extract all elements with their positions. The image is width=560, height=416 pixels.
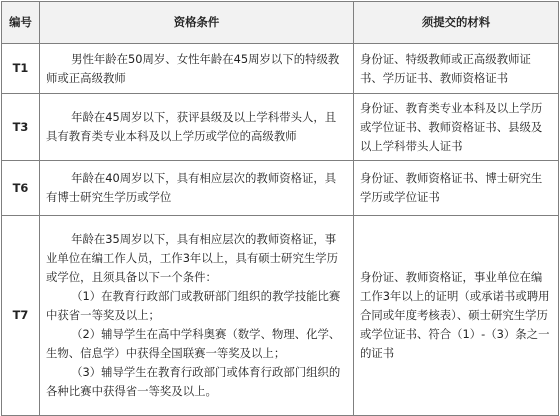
row-id: T6 <box>2 161 40 216</box>
row-materials: 身份证、教师资格证书、博士研究生学历或学位证书 <box>354 161 559 216</box>
condition-text: 年龄在35周岁以下，具有相应层次的教师资格证，事业单位在编工作人员，工作3年以上，具有硕士研究生学历或学位，且须具备以下一个条件： <box>46 232 339 284</box>
row-materials: 身份证、教师资格证，事业单位在编工作3年以上的证明（或承诺书或聘用合同或年度考核表）、硕士研究生学历或学位证书、符合（1）-（3）条之一的证书 <box>354 216 559 416</box>
row-materials: 身份证、教育类专业本科及以上学历或学位证书、教师资格证书、县级及以上学科带头人证书 <box>354 94 559 161</box>
condition-text: 男性年龄在50周岁、女性年龄在45周岁以下的特级教师或正高级教师 <box>46 51 340 85</box>
row-id: T1 <box>2 44 40 94</box>
condition-item-3: （3）辅导学生在教育行政部门或体育行政部门组织的各种比赛中获得省一等奖及以上。 <box>46 365 341 398</box>
row-id: T3 <box>2 94 40 161</box>
condition-item-1: （1）在教育行政部门或教研部门组织的教学技能比赛中获省一等奖及以上； <box>46 289 341 322</box>
condition-text: 年龄在45周岁以下，获评县级及以上学科带头人，且具有教育类专业本科及以上学历或学位的高级教师 <box>46 110 337 143</box>
table-row <box>2 216 559 416</box>
header-materials: 须提交的材料 <box>354 2 559 44</box>
row-conditions <box>40 94 354 161</box>
table-header-row <box>2 2 559 44</box>
header-number: 编号 <box>2 2 40 44</box>
row-conditions <box>40 216 354 416</box>
table-row <box>2 94 559 161</box>
table-row <box>2 161 559 216</box>
condition-text: 年龄在40周岁以下，具有相应层次的教师资格证，具有博士研究生学历或学位 <box>46 171 337 204</box>
row-id: T7 <box>2 216 40 416</box>
header-conditions: 资格条件 <box>40 2 354 44</box>
qualification-table <box>1 1 559 416</box>
table-row <box>2 44 559 94</box>
row-materials: 身份证、特级教师或正高级教师证书、学历证书、教师资格证书 <box>354 44 559 94</box>
condition-item-2: （2）辅导学生在高中学科奥赛（数学、物理、化学、生物、信息学）中获得全国联赛一等奖及以上； <box>46 327 341 360</box>
row-conditions <box>40 44 354 94</box>
row-conditions <box>40 161 354 216</box>
